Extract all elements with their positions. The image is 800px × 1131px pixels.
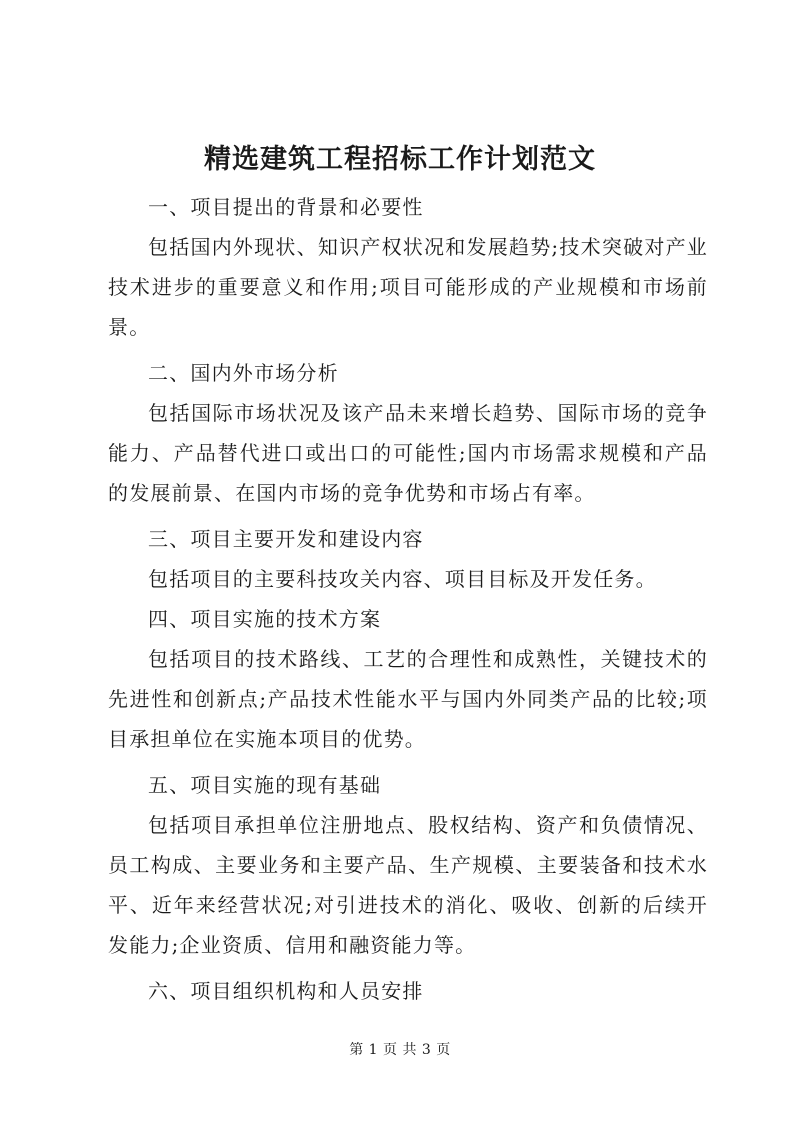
section-body-1: 包括国内外现状、知识产权状况和发展趋势;技术突破对产业技术进步的重要意义和作用;项目可能形成的产业规模和市场前景。 xyxy=(108,235,708,339)
section-heading-3: 三、项目主要开发和建设内容 xyxy=(148,527,424,551)
section-heading-4: 四、项目实施的技术方案 xyxy=(148,607,382,631)
section-body-2: 包括国际市场状况及该产品未来增长趋势、国际市场的竞争能力、产品替代进口或出口的可能性;国内市场需求规模和产品的发展前景、在国内市场的竞争优势和市场占有率。 xyxy=(108,401,708,505)
document-title: 精选建筑工程招标工作计划范文 xyxy=(204,144,596,175)
section-heading-2: 二、国内外市场分析 xyxy=(148,361,339,385)
section-heading-1: 一、项目提出的背景和必要性 xyxy=(148,195,424,219)
section-body-5: 包括项目承担单位注册地点、股权结构、资产和负债情况、员工构成、主要业务和主要产品、生产规模、主要装备和技术水平、近年来经营状况;对引进技术的消化、吸收、创新的后续开发能力;企业资质、信用和融资能力等。 xyxy=(108,813,708,957)
page-number-footer: 第 1 页 共 3 页 xyxy=(349,1042,451,1058)
section-heading-5: 五、项目实施的现有基础 xyxy=(148,773,382,797)
section-heading-6: 六、项目组织机构和人员安排 xyxy=(148,979,424,1003)
section-body-3: 包括项目的主要科技攻关内容、项目目标及开发任务。 xyxy=(148,567,657,591)
section-body-4: 包括项目的技术路线、工艺的合理性和成熟性，关键技术的先进性和创新点;产品技术性能水平与国内外同类产品的比较;项目承担单位在实施本项目的优势。 xyxy=(108,647,708,751)
document-body xyxy=(108,187,708,1011)
